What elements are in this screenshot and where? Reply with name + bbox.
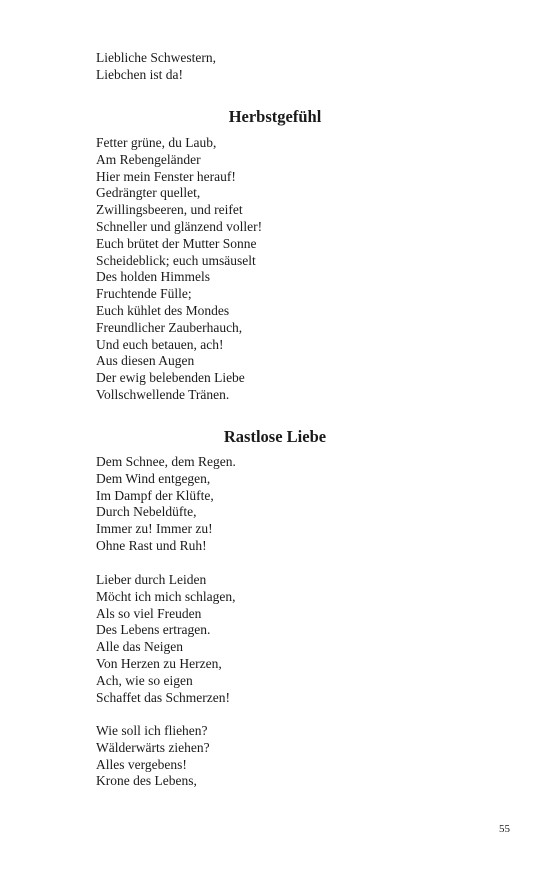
verse-line: Wie soll ich fliehen? bbox=[96, 723, 208, 738]
verse-line: Euch brütet der Mutter Sonne bbox=[96, 235, 257, 251]
verse-line: Euch kühlet des Mondes bbox=[96, 302, 230, 318]
verse-line: Zwillingsbeeren, und reifet bbox=[96, 202, 243, 218]
verse-line: Ohne Rast und Ruh! bbox=[96, 537, 207, 553]
verse-line: Hier mein Fenster herauf! bbox=[96, 168, 236, 184]
verse-line: Der ewig belebenden Liebe bbox=[96, 370, 245, 386]
verse-line: Liebchen ist da! bbox=[96, 66, 183, 82]
verse-line: Alle das Neigen bbox=[96, 639, 183, 655]
verse-line: Gedrängter quellet, bbox=[96, 185, 201, 201]
verse-line: Vollschwellende Tränen. bbox=[96, 386, 230, 402]
page-number: 55 bbox=[499, 823, 510, 835]
verse-line: Durch Nebeldüfte, bbox=[96, 504, 197, 520]
verse-line: Scheideblick; euch umsäuselt bbox=[96, 252, 256, 268]
poem-title-rastlose-liebe: Rastlose Liebe bbox=[223, 427, 327, 446]
poem-title-herbstgefuehl: Herbstgefühl bbox=[228, 107, 322, 126]
verse-line: Schaffet das Schmerzen! bbox=[96, 689, 230, 705]
verse-line: Schneller und glänzend voller! bbox=[96, 218, 263, 234]
verse-line: Ach, wie so eigen bbox=[96, 672, 193, 688]
poem-rastlose-liebe-stanza-3 bbox=[96, 723, 476, 790]
verse-line: Am Rebengeländer bbox=[96, 151, 201, 167]
poem-herbstgefuehl bbox=[96, 135, 476, 404]
verse-line: Alles vergebens! bbox=[96, 756, 187, 772]
verse-line: Immer zu! Immer zu! bbox=[96, 521, 213, 537]
verse-line: Aus diesen Augen bbox=[96, 353, 195, 369]
verse-line: Des holden Himmels bbox=[96, 269, 210, 285]
verse-line: Dem Schnee, dem Regen. bbox=[96, 454, 236, 469]
verse-line: Des Lebens ertragen. bbox=[96, 622, 211, 638]
verse-line: Möcht ich mich schlagen, bbox=[96, 588, 236, 604]
verse-line: Lieber durch Leiden bbox=[96, 572, 207, 587]
verse-line: Von Herzen zu Herzen, bbox=[96, 655, 222, 671]
verse-line: Fetter grüne, du Laub, bbox=[96, 135, 217, 150]
verse-line: Liebliche Schwestern, bbox=[96, 50, 216, 65]
verse-line: Als so viel Freuden bbox=[96, 605, 202, 621]
poem-rastlose-liebe-stanza-1 bbox=[96, 454, 476, 555]
poem-rastlose-liebe-stanza-2 bbox=[96, 572, 476, 706]
verse-line: Krone des Lebens, bbox=[96, 773, 197, 789]
verse-line: Freundlicher Zauberhauch, bbox=[96, 319, 243, 335]
poem-fragment bbox=[96, 50, 476, 84]
verse-line: Wälderwärts ziehen? bbox=[96, 739, 210, 755]
verse-line: Fruchtende Fülle; bbox=[96, 286, 192, 302]
verse-line: Und euch betauen, ach! bbox=[96, 336, 224, 352]
verse-line: Dem Wind entgegen, bbox=[96, 470, 211, 486]
verse-line: Im Dampf der Klüfte, bbox=[96, 487, 214, 503]
